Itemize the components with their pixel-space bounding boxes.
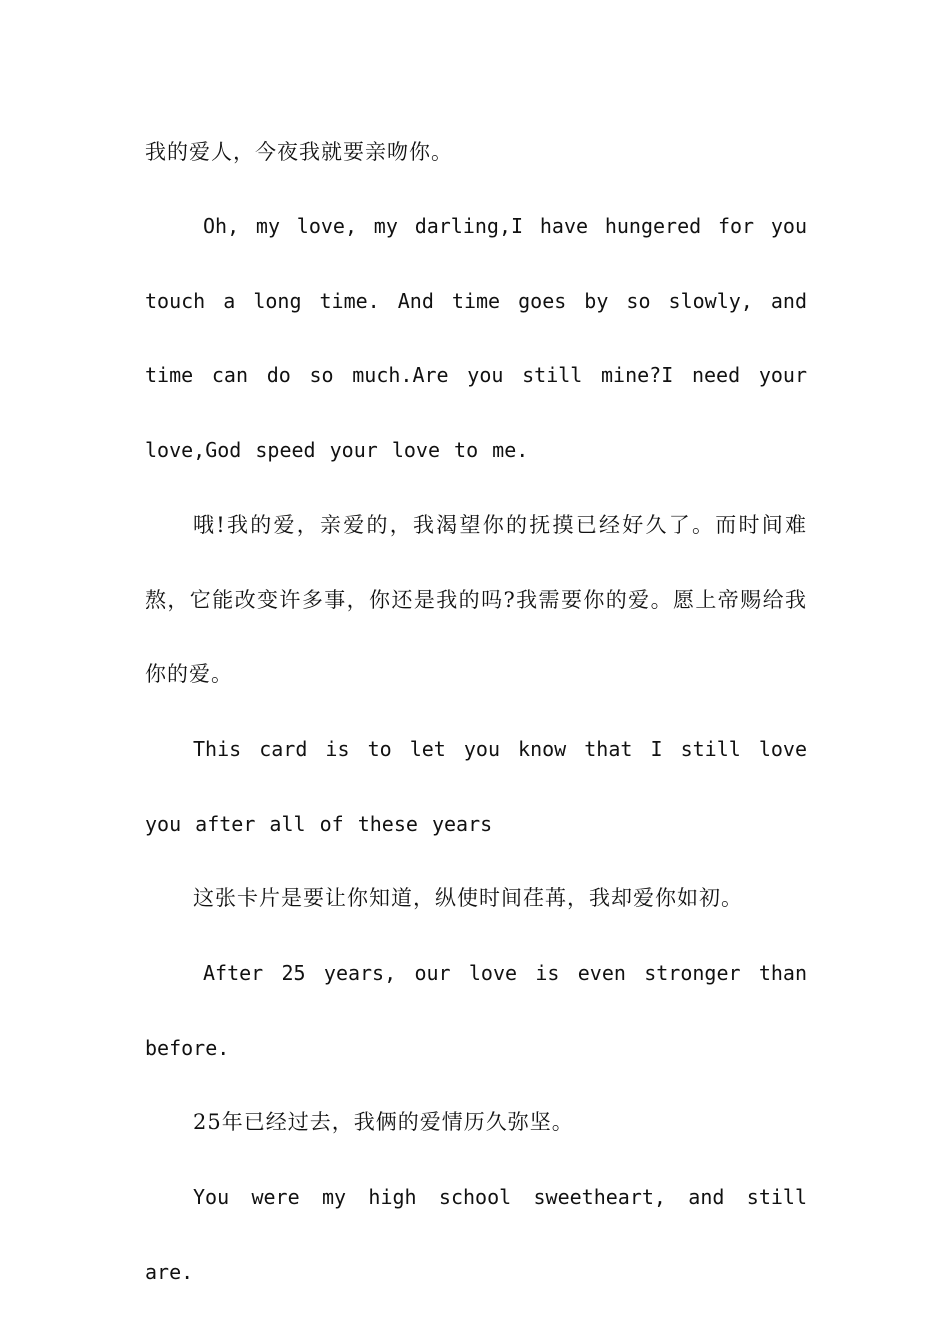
paragraph-english-2: This card is to let you know that I still love you after all of these years: [145, 737, 807, 836]
paragraph-chinese-3: 这张卡片是要让你知道，纵使时间荏苒，我却爱你如初。: [193, 886, 743, 910]
paragraph-chinese-2: 哦!我的爱，亲爱的，我渴望你的抚摸已经好久了。而时间难熬，它能改变许多事，你还是我的吗?我需要你的爱。愿上帝赐给我你的爱。: [145, 513, 807, 687]
paragraph-chinese-4: 25年已经过去，我俩的爱情历久弥坚。: [193, 1110, 574, 1134]
paragraph-english-1: Oh, my love, my darling,I have hungered for you touch a long time. And time goes by so slowly, and time can do so much.Are you still mine?I need your love,God speed your love to me.: [145, 214, 807, 462]
paragraph-english-4: You were my high school sweetheart, and still are.: [145, 1185, 807, 1284]
paragraph-english-3: After 25 years, our love is even stronger than before.: [145, 961, 807, 1060]
paragraph-chinese-1: 我的爱人，今夜我就要亲吻你。: [145, 140, 453, 164]
